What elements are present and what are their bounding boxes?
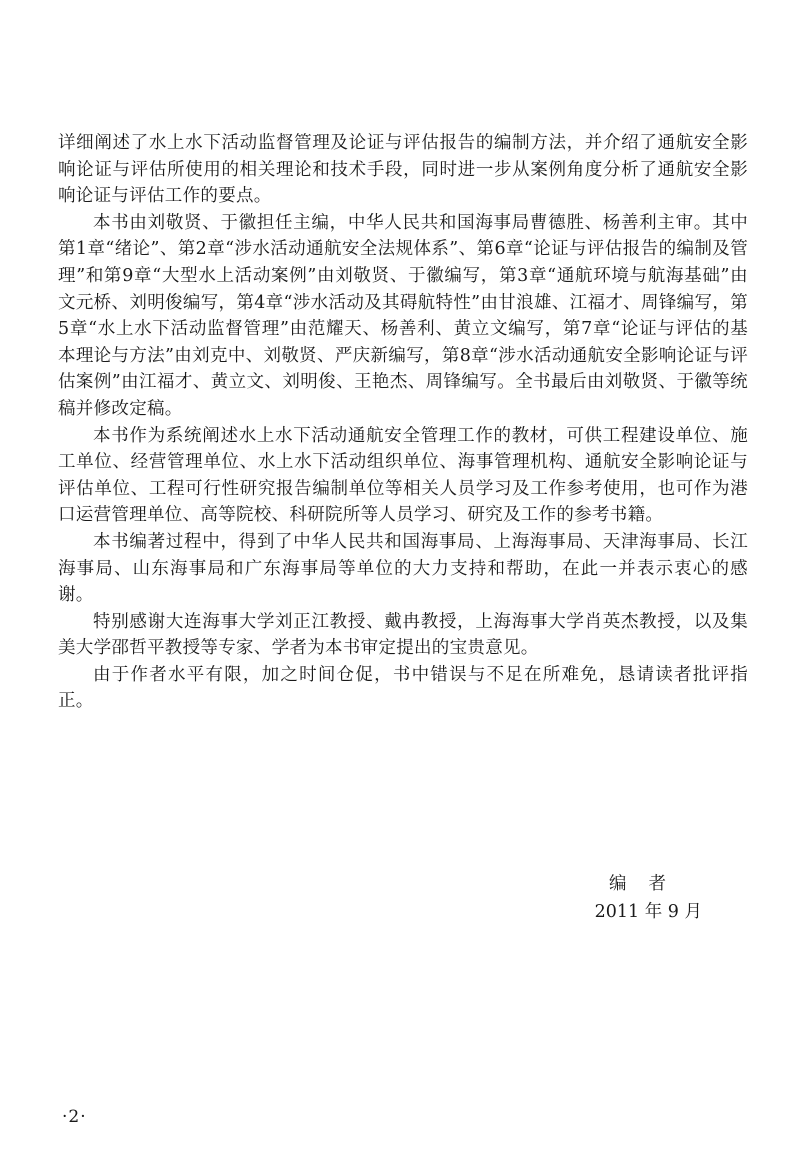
paragraph-acknowledgement-institutions: 本书编著过程中，得到了中华人民共和国海事局、上海海事局、天津海事局、长江海事局、山东海事局和广东海事局等单位的大力支持和帮助，在此一并表示衷心的感谢。: [58, 531, 748, 606]
paragraph-acknowledgement-experts: 特别感谢大连海事大学刘正江教授、戴冉教授，上海海事大学肖英杰教授，以及集美大学邵哲平教授等专家、学者为本书审定提出的宝贵意见。: [58, 611, 748, 659]
paragraph-editors: 本书由刘敬贤、于徽担任主编，中华人民共和国海事局曹德胜、杨善利主审。其中第1章“绪论”、第2章“涉水活动通航安全法规体系”、第6章“论证与评估报告的编制及管理”和第9章“大型水上活动案例”由刘敬贤、于徽编写，第3章“通航环境与航海基础”由文元桥、刘明俊编写，第4章“涉水活动及其碍航特性”由甘浪雄、江福才、周锋编写，第5章“水上水下活动监督管理”由范耀天、杨善利、黄立文编写，第7章“论证与评估的基本理论与方法”由刘克中、刘敬贤、严庆新编写，第8章“涉水活动通航安全影响论证与评估案例”由江福才、黄立文、刘明俊、王艳杰、周锋编写。全书最后由刘敬贤、于徽等统稿并修改定稿。: [58, 212, 748, 419]
signature-block: [595, 870, 702, 926]
body-text: [58, 130, 748, 715]
page-number: ·2·: [62, 1107, 87, 1127]
paragraph-disclaimer: 由于作者水平有限，加之时间仓促，书中错误与不足在所难免，恳请读者批评指正。: [58, 664, 748, 712]
signature-date: 2011 年 9 月: [594, 902, 702, 922]
paragraph-continuation: 详细阐述了水上水下活动监督管理及论证与评估报告的编制方法，并介绍了通航安全影响论证与评估所使用的相关理论和技术手段，同时进一步从案例角度分析了通航安全影响论证与评估工作的要点。: [58, 133, 748, 207]
paragraph-audience: 本书作为系统阐述水上水下活动通航安全管理工作的教材，可供工程建设单位、施工单位、经营管理单位、水上水下活动组织单位、海事管理机构、通航安全影响论证与评估单位、工程可行性研究报告编制单位等相关人员学习及工作参考使用，也可作为港口运营管理单位、高等院校、科研院所等人员学习、研究及工作的参考书籍。: [58, 425, 748, 526]
signature-author: 编者: [609, 874, 688, 894]
